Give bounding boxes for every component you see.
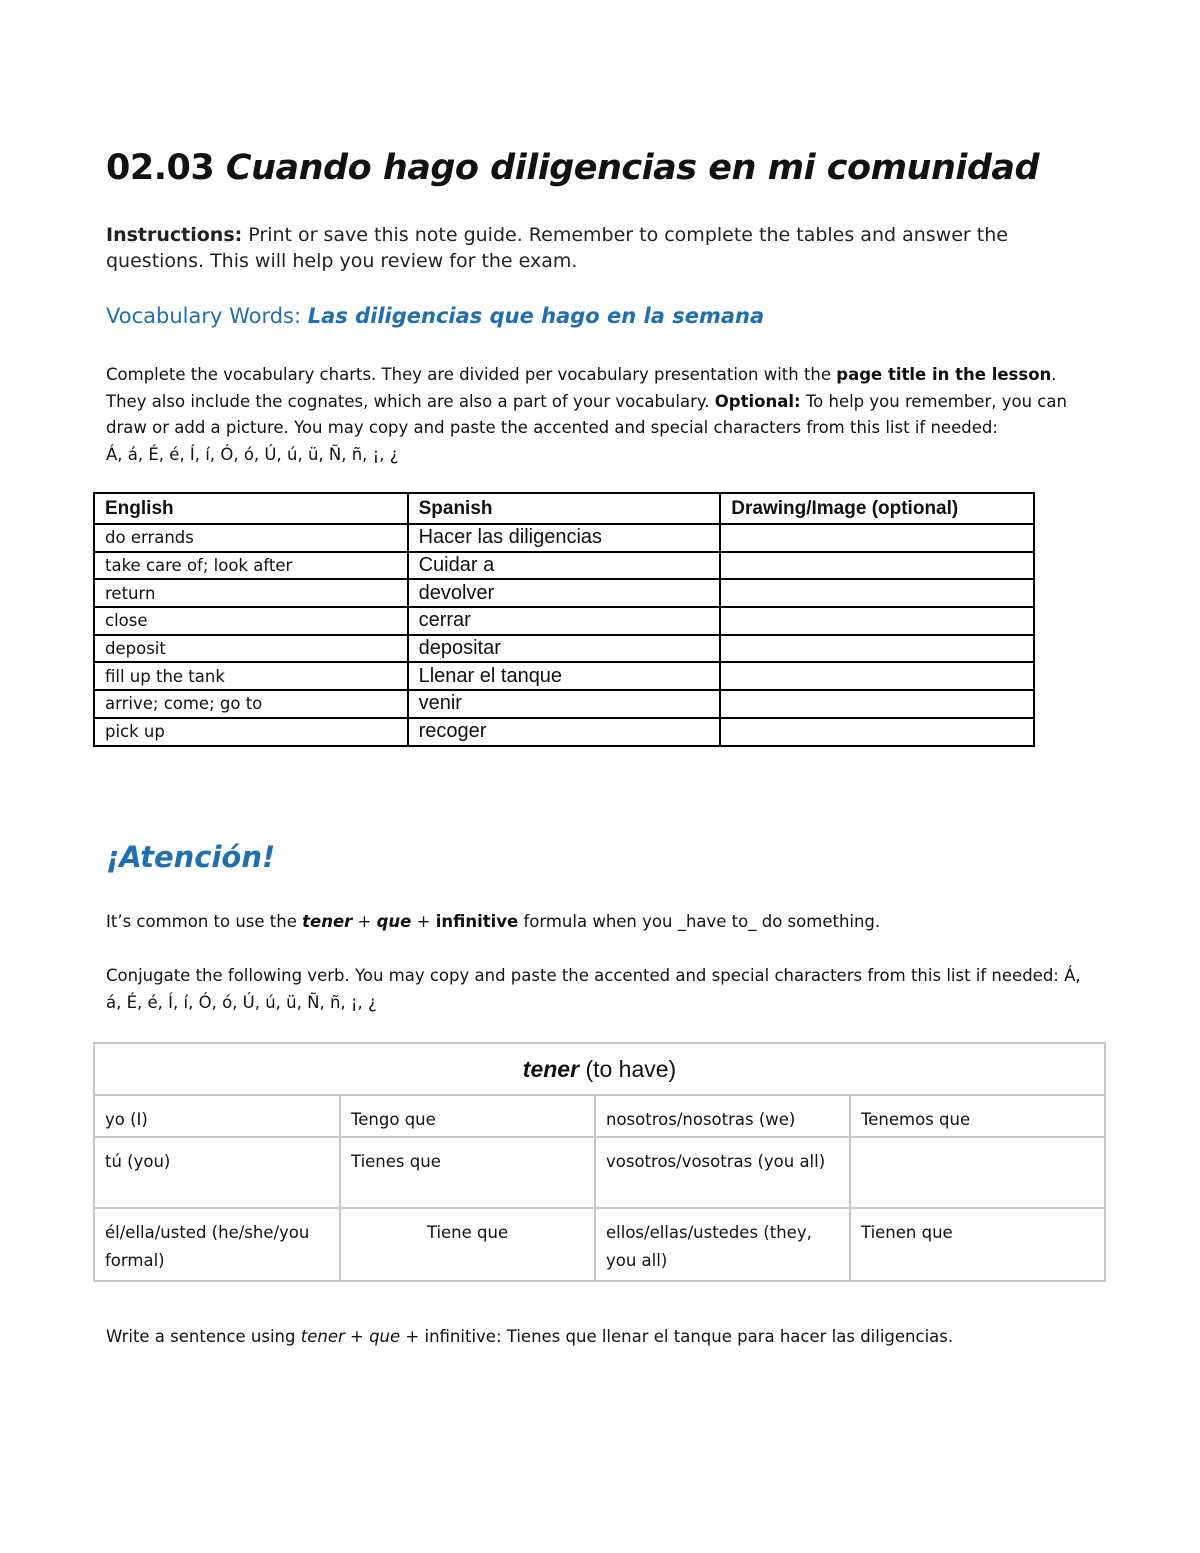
note-plus2: + (411, 912, 436, 931)
vocab-para-part2: . They also include the cognates, which are also a part of your vocabulary. (106, 365, 1057, 411)
conjugation-cell[interactable]: Tengo que (340, 1095, 595, 1137)
conjugation-header (94, 1043, 1105, 1095)
note-part2: formula when you _have to_ do something. (518, 912, 881, 931)
table-row (94, 607, 1034, 635)
table-row (94, 552, 1034, 580)
english-cell: deposit (94, 635, 408, 663)
conjugation-cell[interactable]: Tenemos que (850, 1095, 1105, 1137)
conjugation-cell[interactable] (850, 1137, 1105, 1208)
pronoun-cell: él/ella/usted (he/she/you formal) (94, 1208, 340, 1281)
english-cell: close (94, 607, 408, 635)
note-tener: tener (302, 912, 353, 931)
sentence-que: que (369, 1327, 401, 1346)
header-drawing: Drawing/Image (optional) (720, 493, 1034, 524)
vocab-heading (106, 304, 764, 328)
sentence-prefix: Write a sentence using (106, 1327, 301, 1346)
pronoun-cell: nosotros/nosotras (we) (595, 1095, 850, 1137)
spanish-cell: devolver (408, 579, 721, 607)
sentence-infinitive: infinitive: (424, 1327, 507, 1346)
drawing-cell[interactable] (720, 607, 1034, 635)
vocab-table-header (94, 493, 1034, 524)
spanish-cell: cerrar (408, 607, 721, 635)
conjugation-cell[interactable]: Tienes que (340, 1137, 595, 1208)
sentence-answer[interactable]: Tienes que llenar el tanque para hacer las diligencias. (506, 1327, 954, 1346)
pronoun-cell: vosotros/vosotras (you all) (595, 1137, 850, 1208)
header-spanish: Spanish (408, 493, 721, 524)
title-number: 02.03 (106, 148, 215, 188)
english-cell: return (94, 579, 408, 607)
conjugation-table (93, 1042, 1106, 1282)
vocab-para-part3: To help you remember, you can draw or add a picture. You may copy and paste the accented and special characters from this list if needed: (106, 391, 1067, 437)
note-infinitive: infinitive (435, 912, 519, 931)
sentence-plus2: + (400, 1327, 425, 1346)
instructions (106, 222, 1106, 274)
vocab-instructions (106, 362, 1096, 468)
sentence-prompt (106, 1324, 1096, 1351)
table-row (94, 1137, 1105, 1208)
vocab-table (93, 492, 1035, 747)
header-english: English (94, 493, 408, 524)
spanish-cell: venir (408, 690, 721, 718)
table-row (94, 1208, 1105, 1281)
conjugation-cell[interactable]: Tiene que (340, 1208, 595, 1281)
table-row (94, 635, 1034, 663)
vocab-heading-label: Vocabulary Words: (106, 304, 302, 328)
conjugate-instructions: Conjugate the following verb. You may copy and paste the accented and special characters from this list if needed: Á, á, É, é, Í, í, Ó, ó, Ú, ú, ü, Ñ, ñ, ¡, ¿ (106, 966, 1081, 1012)
drawing-cell[interactable] (720, 718, 1034, 746)
tener-que-note (106, 909, 1096, 936)
english-cell: take care of; look after (94, 552, 408, 580)
drawing-cell[interactable] (720, 690, 1034, 718)
table-row (94, 690, 1034, 718)
special-characters: Á, á, É, é, Í, í, Ó, ó, Ú, ú, ü, Ñ, ñ, ¡, ¿ (106, 444, 399, 464)
english-cell: arrive; come; go to (94, 690, 408, 718)
table-row (94, 1095, 1105, 1137)
verb-name: tener (522, 1056, 580, 1082)
english-cell: fill up the tank (94, 662, 408, 690)
table-row (94, 524, 1034, 552)
conjugation-title (94, 1043, 1105, 1095)
note-que: que (376, 912, 412, 931)
english-cell: do errands (94, 524, 408, 552)
vocab-para-part1: Complete the vocabulary charts. They are divided per vocabulary presentation with the (106, 365, 837, 384)
title-topic: Cuando hago diligencias en mi comunidad (225, 148, 1040, 188)
table-row (94, 718, 1034, 746)
page-title (106, 148, 1039, 188)
spanish-cell: Llenar el tanque (408, 662, 721, 690)
english-cell: pick up (94, 718, 408, 746)
atencion-heading: ¡Atención! (106, 840, 276, 874)
drawing-cell[interactable] (720, 635, 1034, 663)
spanish-cell: recoger (408, 718, 721, 746)
instructions-text: Print or save this note guide. Remember to complete the tables and answer the questions. This will help you review for the exam. (106, 224, 1008, 272)
pronoun-cell: ellos/ellas/ustedes (they, you all) (595, 1208, 850, 1281)
drawing-cell[interactable] (720, 524, 1034, 552)
spanish-cell: depositar (408, 635, 721, 663)
optional-label: Optional: (714, 391, 801, 411)
spanish-cell: Hacer las diligencias (408, 524, 721, 552)
instructions-label: Instructions: (106, 224, 243, 246)
spanish-cell: Cuidar a (408, 552, 721, 580)
sentence-plus1: + (344, 1327, 370, 1346)
pronoun-cell: tú (you) (94, 1137, 340, 1208)
pronoun-cell: yo (I) (94, 1095, 340, 1137)
table-row (94, 662, 1034, 690)
drawing-cell[interactable] (720, 579, 1034, 607)
note-part1: It’s common to use the (106, 912, 303, 931)
vocab-heading-topic: Las diligencias que hago en la semana (307, 304, 765, 328)
drawing-cell[interactable] (720, 552, 1034, 580)
verb-meaning: (to have) (585, 1056, 677, 1082)
note-plus1: + (352, 912, 377, 931)
table-row (94, 579, 1034, 607)
vocab-para-bold: page title in the lesson (836, 365, 1052, 384)
drawing-cell[interactable] (720, 662, 1034, 690)
sentence-tener: tener (300, 1327, 345, 1346)
conjugation-cell[interactable]: Tienen que (850, 1208, 1105, 1281)
